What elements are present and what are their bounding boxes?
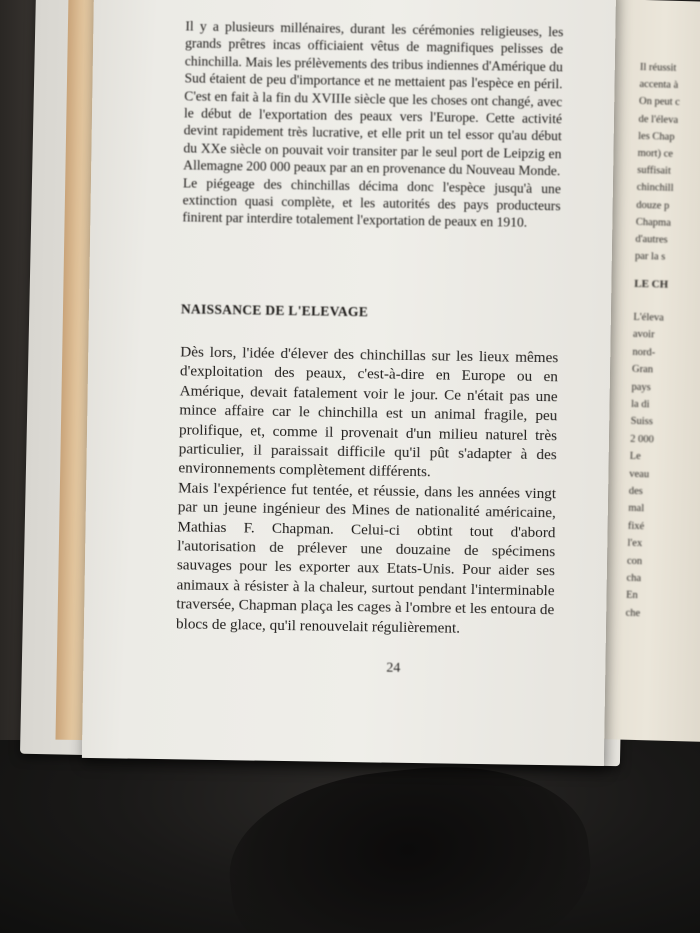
facing-page-line: 2 000 [630,433,654,446]
facing-page-line: Chapma [635,216,672,229]
facing-page-line: En [625,590,638,602]
facing-page-line: nord- [632,346,656,359]
facing-page-line: veau [629,468,650,480]
paragraph: Dès lors, l'idée d'élever des chinchillas sur les lieux mêmes d'exploitation des peaux, c'est-à-dire en Europe ou en Amérique, devait fatalement voir le jour. Ce n'était pas une mince affaire car le chinchilla est un animal fragile, peu prolifique, et, comme il provenait d'un milieu naturel très particulier, il paraissait difficile qu'il pût s'adapter à des environnements complètement différents. [178,343,559,481]
section-text [176,342,559,639]
facing-page-line: de l'éleva [638,113,679,126]
facing-page-line: mort) ce [637,147,674,160]
facing-page-line: l'ex [627,537,643,550]
facing-page-line: les Chap [637,130,675,143]
paragraph: Il y a plusieurs millénaires, durant les cérémonies religieuses, les grands prêtres incas officiaient vêtus de magnifiques pelisses de chinchilla. Mais les prélèvements des tribus indiennes d'Amérique du Sud étaient de peu d'importance et ne mettaient pas l'espèce en péril. C'est en fait à la fin du XVIIIe siècle que les choses ont changé, avec le début de l'exportation des peaux vers l'Europe. Cette activité devint rapidement très lucrative, et elle prit un tel essor qu'au début du XXe siècle on pouvait voir transiter par le seul port de Leipzig en Allemagne 200 000 peaux par an en provenance du Nouveau Monde. [183,18,564,179]
facing-page-line: cha [626,572,642,585]
facing-page-line: L'éleva [633,311,664,324]
facing-page-line: fixé [627,520,645,532]
facing-page-line: par la s [634,251,666,263]
facing-page-line: On peut c [638,96,680,109]
facing-page-line: accenta à [639,79,679,92]
top-text [182,17,563,232]
paragraph: Mais l'expérience fut tentée, et réussie, dans les années vingt par un jeune ingénieur des Mines de nationalité américaine, Mathias F. Chapman. Celui-ci obtint tout d'abord l'autorisation de prélever une douzaine de spécimens sauvages pour les exporter aux Etats-Unis. Pour aider ses animaux à résister à la chaleur, surtout pendant l'interminable traversée, Chapman plaça les cages à l'ombre et les entoura de blocs de glace, qu'il renouvelait régulièrement. [175,479,557,637]
facing-page-line: chinchill [636,182,674,195]
facing-page-line: pays [631,381,651,393]
facing-page-line: des [628,485,643,498]
facing-page-line: mal [628,503,645,515]
book-page [82,0,616,766]
page-number: 24 [386,660,401,676]
paragraph: Le piégeage des chinchillas décima donc l'espèce jusqu'à une extinction quasi complète, et les autorités des pays producteurs finirent par interdire totalement l'exportation de peaux en 1910. [182,175,562,231]
facing-page-line: d'autres [635,233,668,246]
facing-page-line: avoir [632,329,655,341]
facing-page-line: Gran [631,363,654,376]
facing-page-heading: LE CH [634,277,669,291]
facing-page-line: douze p [636,199,670,212]
facing-page-line: con [626,555,643,567]
facing-page-line: Le [629,450,641,463]
facing-page-line: Il réussit [639,61,677,74]
facing-page-line: Suiss [630,416,653,428]
section-heading: NAISSANCE DE L'ELEVAGE [180,301,369,320]
facing-page-line: la di [630,398,650,411]
facing-page-line: suffisait [637,165,671,177]
facing-page-line: che [625,607,641,619]
